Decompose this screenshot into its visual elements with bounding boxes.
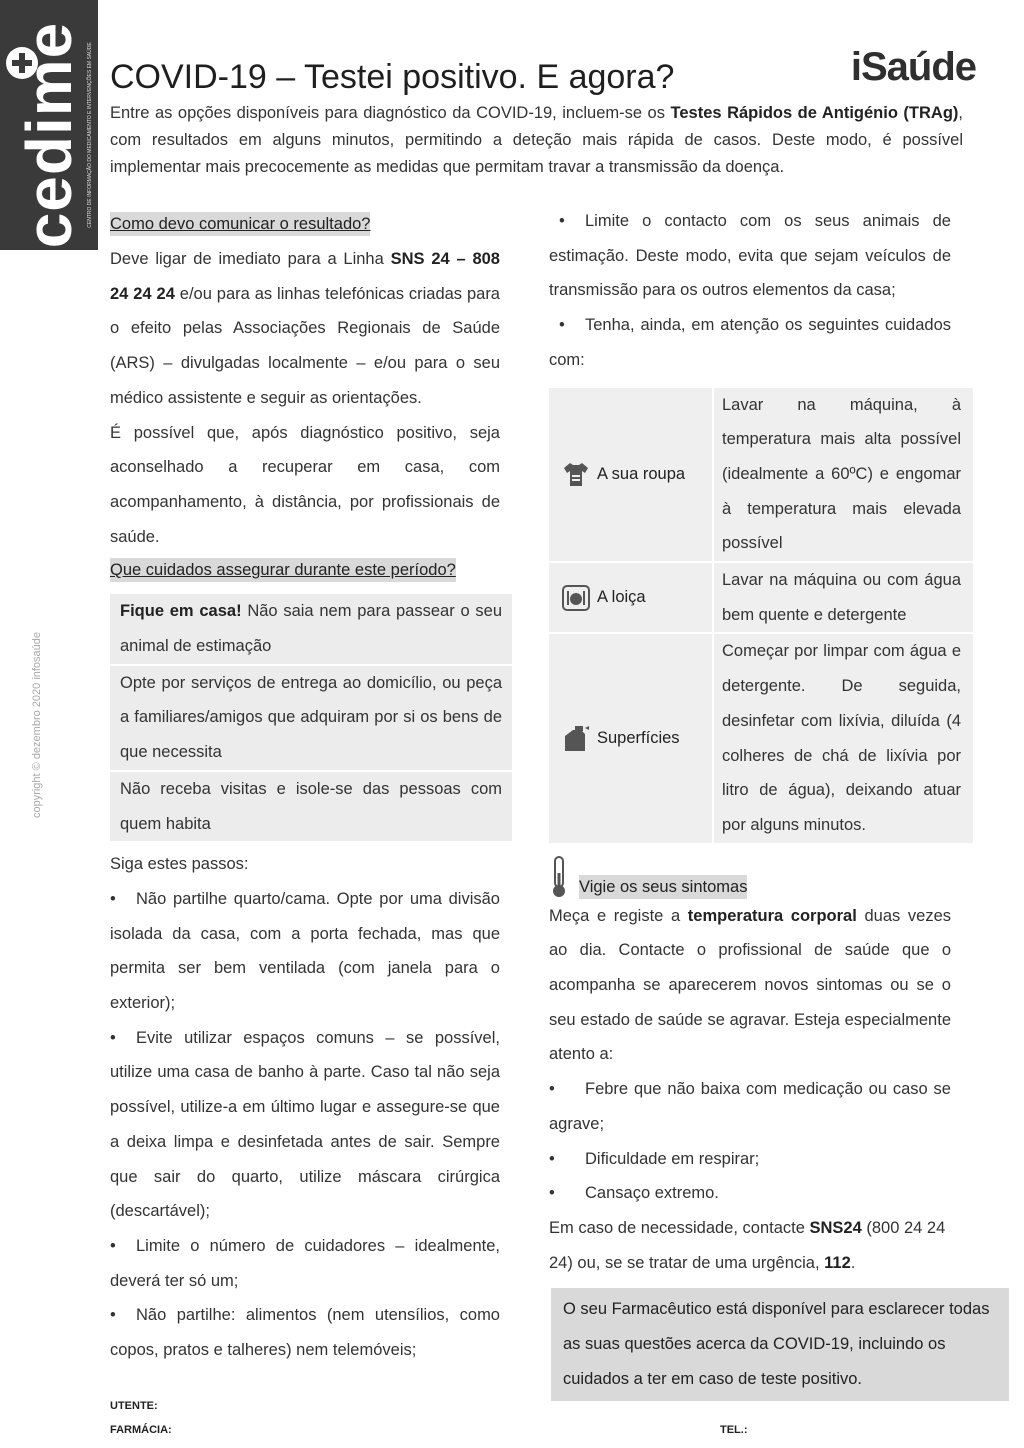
table-row [549,388,973,563]
tel-field-label: TEL.: [720,1424,748,1436]
care-label-surfaces: Superfícies [597,729,680,748]
list-item: •Limite o número de cuidadores – idealmente, deverá ter só um; [110,1229,500,1298]
care-desc-dishes: Lavar na máquina ou com água bem quente e detergente [713,562,973,633]
steps-list [110,882,500,1368]
table-row [549,562,973,633]
symptoms-heading-row [549,855,951,899]
left-column [110,208,500,1368]
section-heading-symptoms: Vigie os seus sintomas [579,875,747,899]
symptoms-list [549,1072,951,1211]
section-heading-care: Que cuidados assegurar durante este período? [110,558,456,582]
list-item: •Tenha, ainda, em atenção os seguintes cuidados com: [549,308,951,377]
care-label-clothes: A sua roupa [597,464,686,483]
box-item: Opte por serviços de entrega ao domicílio, ou peça a familiares/amigos que adquiram por si os bens de que necessita [110,666,512,772]
list-item: •Dificuldade em respirar; [549,1142,951,1177]
box-item: Fique em casa! Não saia nem para passear o seu animal de estimação [110,594,512,665]
dishes-icon [561,583,591,613]
box-item: Não receba visitas e isole-se das pessoas com quem habita [120,779,502,833]
cedime-logo [0,0,98,250]
recover-paragraph: É possível que, após diagnóstico positivo, seja aconselhado a recuperar em casa, com acompanhamento, à distância, por profissionais de saúde. [110,423,500,546]
cedime-tagline: CENTRO DE INFORMAÇÃO DO MEDICAMENTO E INTERVENÇÕES EM SAÚDE [87,42,93,228]
pharmacist-callout: O seu Farmacêutico está disponível para esclarecer todas as suas questões acerca da COVID-19, incluindo os cuidados a ter em caso de teste positivo. [551,1288,1009,1400]
steps-intro: Siga estes passos: [110,855,249,874]
right-bullets [549,204,951,378]
page-title: COVID-19 – Testei positivo. E agora? [110,58,675,96]
care-desc-surfaces: Começar por limpar com água e detergente. De seguida, desinfetar com lixívia, diluída (4 colheres de chá de lixívia por litro de água), deixando atuar por alguns minutos. [713,633,973,843]
list-item: •Não partilhe: alimentos (nem utensílios, como copos, pratos e talheres) nem telemóveis; [110,1298,500,1367]
farmacia-field-label: FARMÁCIA: [110,1424,172,1436]
shirt-icon [561,459,591,489]
symptoms-paragraph: Meça e registe a temperatura corporal duas vezes ao dia. Contacte o profissional de saúde que o acompanha se aparecerem novos sintomas ou se o seu estado de saúde se agravar. Esteja especialmente atento a: [549,906,951,1064]
cedime-wordmark: cedime [13,21,85,249]
list-item: •Cansaço extremo. [549,1176,951,1211]
spray-bottle-icon [561,724,591,754]
isaude-logo: iSaúde [850,45,976,89]
list-item: •Febre que não baixa com medicação ou caso se agrave; [549,1072,951,1141]
intro-paragraph: Entre as opções disponíveis para diagnóstico da COVID-19, incluem-se os Testes Rápidos de Antigénio (TRAg), com resultados em alguns minutos, permitindo a deteção mais rápida de casos. Deste modo, é possível implementar mais precocemente as medidas que permitam travar a transmissão da doença. [110,104,963,176]
list-item: •Não partilhe quarto/cama. Opte por uma divisão isolada da casa, com a porta fechada, mas que permita ser bem ventilada (com janela para o exterior); [110,882,500,1021]
table-row [549,633,973,843]
care-table [549,388,973,845]
utente-field-label: UTENTE: [110,1400,158,1412]
stay-home-box [110,594,512,841]
section-heading-communicate: Como devo comunicar o resultado? [110,212,370,236]
right-column [549,204,990,1401]
list-item: •Limite o contacto com os seus animais de estimação. Deste modo, evita que sejam veículos de transmissão para os outros elementos da casa; [549,204,951,308]
contact-paragraph: Em caso de necessidade, contacte SNS24 (800 24 24 24) ou, se se tratar de uma urgência, 112. [549,1218,946,1272]
copyright-notice: copyright © dezembro 2020 infosaúde [31,631,43,819]
care-desc-clothes: Lavar na máquina, à temperatura mais alta possível (idealmente a 60ºC) e engomar à temperatura mais elevada possível [713,388,973,563]
communicate-paragraph: Deve ligar de imediato para a Linha SNS 24 – 808 24 24 24 e/ou para as linhas telefónicas criadas para o efeito pelas Associações Regionais de Saúde (ARS) – divulgadas localmente – e/ou para o seu médico assistente e seguir as orientações. [110,250,500,407]
list-item: •Evite utilizar espaços comuns – se possível, utilize uma casa de banho à parte. Caso tal não seja possível, utilize-a em último lugar e assegure-se que a deixa limpa e desinfetada antes de sair. Sempre que sair do quarto, utilize máscara cirúrgica (descartável); [110,1021,500,1229]
thermometer-icon [549,855,569,899]
care-label-dishes: A loiça [597,588,646,607]
